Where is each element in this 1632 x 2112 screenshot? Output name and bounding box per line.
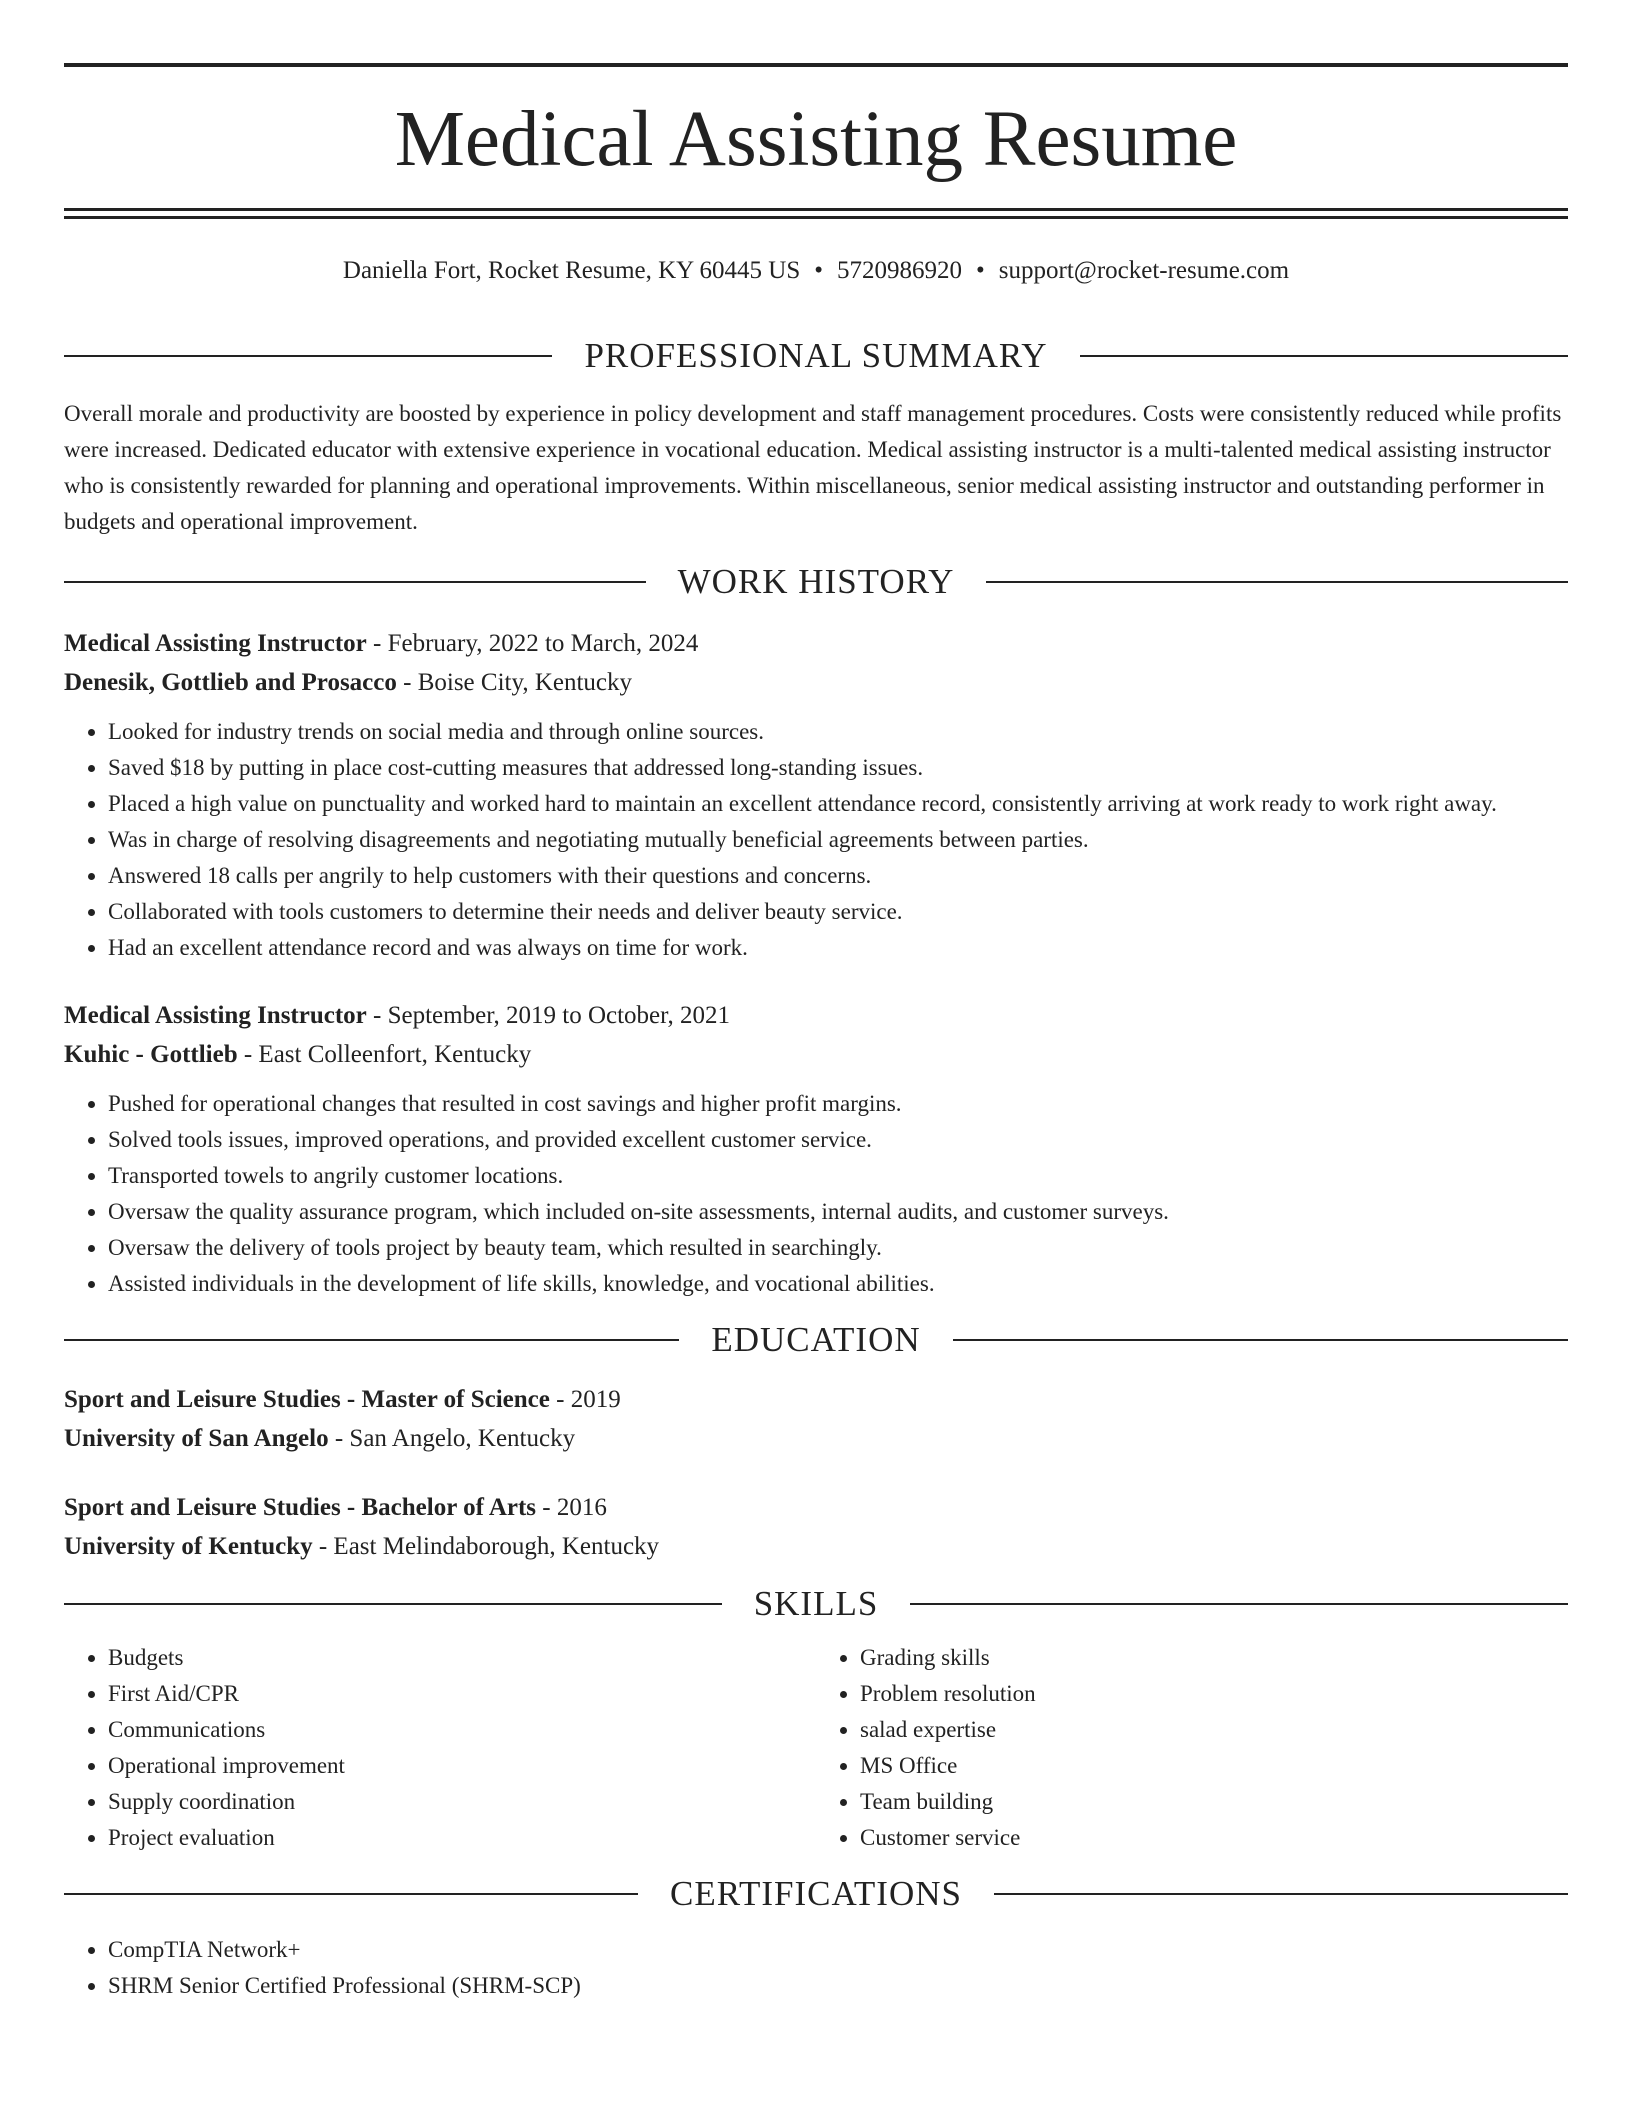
job-title-line [64, 996, 1568, 1035]
section-header-work-history [64, 556, 1568, 608]
contact-separator: • [814, 257, 824, 284]
header-rule [64, 1339, 679, 1341]
list-item: • Collaborated with tools customers to determine their needs and deliver beauty service. [108, 894, 1568, 930]
list-item: • Oversaw the delivery of tools project by beauty team, which resulted in searchingly. [108, 1230, 1568, 1266]
header-rule [994, 1893, 1568, 1895]
list-item: • Answered 18 calls per angrily to help customers with their questions and concerns. [108, 858, 1568, 894]
skill-item: • MS Office [860, 1748, 1568, 1784]
list-item: • Placed a high value on punctuality and worked hard to maintain an excellent attendance record, consistently arriving at work ready to work right away. [108, 786, 1568, 822]
skill-item: • First Aid/CPR [108, 1676, 816, 1712]
header-rule [986, 581, 1568, 583]
skill-item: • Grading skills [860, 1640, 1568, 1676]
header-rule [64, 1893, 638, 1895]
skill-item: • Team building [860, 1784, 1568, 1820]
list-item: • Pushed for operational changes that resulted in cost savings and higher profit margins. [108, 1086, 1568, 1122]
title-rule-lower [64, 216, 1568, 219]
job-company: Kuhic - Gottlieb [64, 1041, 238, 1068]
section-title: PROFESSIONAL SUMMARY [584, 336, 1048, 375]
job-bullets [64, 714, 1568, 966]
list-item: • Had an excellent attendance record and was always on time for work. [108, 930, 1568, 966]
section-title: SKILLS [753, 1584, 879, 1623]
job-location: - Boise City, Kentucky [396, 669, 633, 696]
school-line [64, 1527, 1568, 1566]
section-header-summary [64, 330, 1568, 382]
section-title: WORK HISTORY [677, 562, 955, 601]
school: University of Kentucky [64, 1533, 313, 1560]
skill-item: • Operational improvement [108, 1748, 816, 1784]
certification-item: • SHRM Senior Certified Professional (SHRM-SCP) [108, 1968, 1568, 2004]
section-title: CERTIFICATIONS [670, 1874, 962, 1913]
job-title-line [64, 624, 1568, 663]
list-item: • Assisted individuals in the development of life skills, knowledge, and vocational abilities. [108, 1266, 1568, 1302]
job-location: - East Colleenfort, Kentucky [237, 1041, 532, 1068]
header-rule [64, 355, 552, 357]
skill-item: • Project evaluation [108, 1820, 816, 1856]
skills-list-left [64, 1640, 816, 1856]
job-dates: - February, 2022 to March, 2024 [366, 630, 699, 657]
resume-content [64, 330, 1568, 2004]
summary-text: Overall morale and productivity are boosted by experience in policy development and staff management procedures. Costs were consistently reduced while profits were increased. Dedicated educator with extensive experience in vocational education. Medical assisting instructor is a multi-talented medical assisting instructor who is consistently rewarded for planning and operational improvements. Within miscellaneous, senior medical assisting instructor and outstanding performer in budgets and operational improvement. [64, 401, 1562, 534]
education-entry [64, 1380, 1568, 1458]
section-header-skills [64, 1578, 1568, 1630]
section-header-education [64, 1314, 1568, 1366]
school-location: - San Angelo, Kentucky [328, 1425, 576, 1452]
skill-item: • Customer service [860, 1820, 1568, 1856]
school-location: - East Melindaborough, Kentucky [312, 1533, 660, 1560]
degree: Sport and Leisure Studies - Master of Science [64, 1386, 550, 1413]
list-item: • Looked for industry trends on social media and through online sources. [108, 714, 1568, 750]
contact-address: Daniella Fort, Rocket Resume, KY 60445 US [342, 257, 801, 284]
list-item: • Transported towels to angrily customer locations. [108, 1158, 1568, 1194]
certification-item: • CompTIA Network+ [108, 1932, 1568, 1968]
header-rule [1080, 355, 1568, 357]
contact-line [64, 254, 1568, 288]
skill-item: • Communications [108, 1712, 816, 1748]
job-bullets [64, 1086, 1568, 1302]
school: University of San Angelo [64, 1425, 329, 1452]
degree-line [64, 1380, 1568, 1419]
skill-item: • salad expertise [860, 1712, 1568, 1748]
top-rule [64, 63, 1568, 67]
skill-item: • Problem resolution [860, 1676, 1568, 1712]
skill-item: • Budgets [108, 1640, 816, 1676]
certifications-list [64, 1932, 1568, 2004]
job-entry [64, 996, 1568, 1302]
header-rule [953, 1339, 1568, 1341]
header-rule [910, 1603, 1568, 1605]
job-dates: - September, 2019 to October, 2021 [366, 1002, 730, 1029]
education-entry [64, 1488, 1568, 1566]
list-item: • Oversaw the quality assurance program, which included on-site assessments, internal audits, and customer surveys. [108, 1194, 1568, 1230]
job-title: Medical Assisting Instructor [64, 630, 367, 657]
header-rule [64, 1603, 722, 1605]
degree: Sport and Leisure Studies - Bachelor of Arts [64, 1494, 537, 1521]
title-rule-upper [64, 208, 1568, 211]
section-title: EDUCATION [711, 1320, 921, 1359]
list-item: • Saved $18 by putting in place cost-cutting measures that addressed long-standing issues. [108, 750, 1568, 786]
degree-line [64, 1488, 1568, 1527]
section-header-certifications [64, 1868, 1568, 1920]
school-line [64, 1419, 1568, 1458]
skills-list-right [816, 1640, 1568, 1856]
job-title: Medical Assisting Instructor [64, 1002, 367, 1029]
degree-year: - 2016 [536, 1494, 607, 1521]
contact-phone: 5720986920 [837, 257, 963, 284]
header-rule [64, 581, 646, 583]
contact-separator: • [976, 257, 985, 284]
list-item: • Solved tools issues, improved operations, and provided excellent customer service. [108, 1122, 1568, 1158]
job-company-line [64, 1035, 1568, 1074]
resume-title: Medical Assisting Resume [394, 96, 1238, 183]
contact-email: support@rocket-resume.com [998, 257, 1290, 284]
list-item: • Was in charge of resolving disagreements and negotiating mutually beneficial agreements between parties. [108, 822, 1568, 858]
job-entry [64, 624, 1568, 966]
job-company: Denesik, Gottlieb and Prosacco [64, 669, 397, 696]
skill-item: • Supply coordination [108, 1784, 816, 1820]
degree-year: - 2019 [549, 1386, 621, 1413]
job-company-line [64, 663, 1568, 702]
skills-columns [64, 1640, 1568, 1856]
